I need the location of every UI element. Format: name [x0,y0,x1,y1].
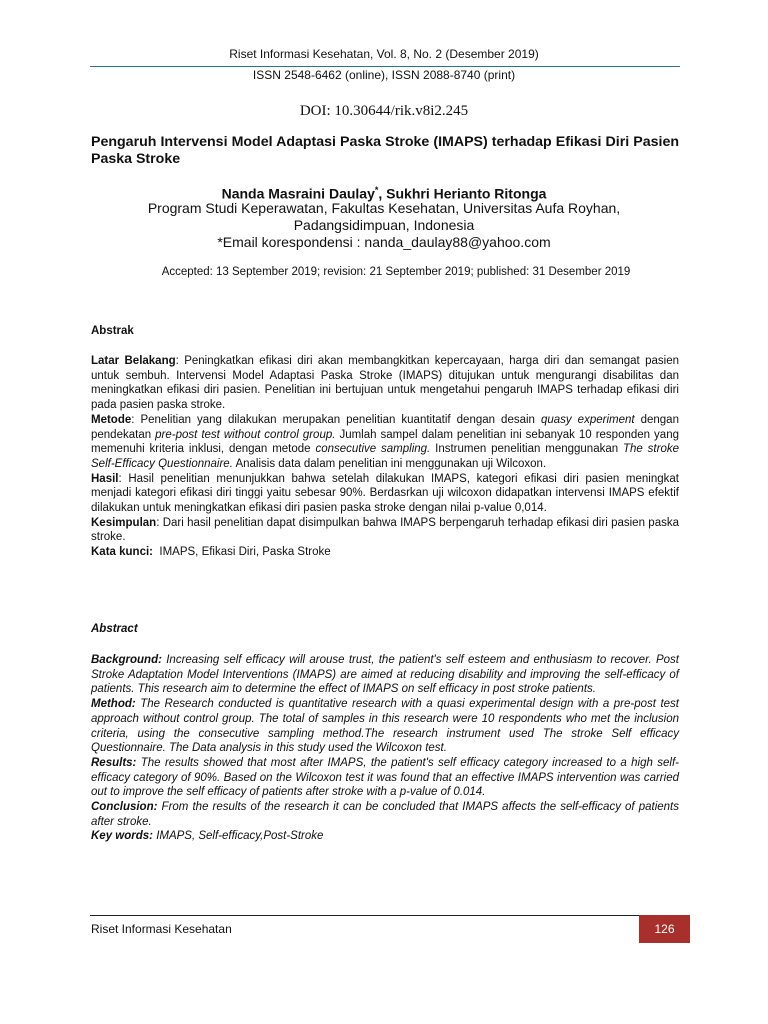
article-title: Pengaruh Intervensi Model Adaptasi Paska Stroke (IMAPS) terhadap Efikasi Diri Pasien Paska Stroke [91,134,679,167]
metode-text-5: Analisis data dalam penelitian ini menggunakan uji Wilcoxon. [232,457,547,470]
journal-citation: Riset Informasi Kesehatan, Vol. 8, No. 2 (Desember 2019) [229,47,539,61]
abstract-heading: Abstract [91,623,138,635]
conclusion-text: From the results of the research it can be concluded that IMAPS affects the self-efficacy of patients after stroke. [91,801,679,828]
abstrak-body [91,354,679,560]
kata-kunci-text: IMAPS, Efikasi Diri, Paska Stroke [153,546,331,559]
metode-term-design: quasy experiment [540,413,635,426]
abstrak-kata-kunci [91,545,679,560]
results-text: The results showed that most after IMAPS, the patient's self efficacy category increased to a high self-efficacy category of 90%. Based on the Wilcoxon test it was found that an effective IMAPS intervention was carried out to improve the self efficacy of patients after stroke with a p-value of 0.014. [91,756,679,799]
conclusion-label: Conclusion: [91,801,158,814]
keywords-label: Key words: [91,830,153,843]
latar-text: : Peningkatkan efikasi diri akan membangkitkan kepercayaan, harga diri dan semangat pasien untuk sembuh. Intervensi Model Adaptasi Paska Stroke (IMAPS) ditujukan untuk mengurangi disabilitas dan meningkatkan efikasi diri pasien. Penelitian ini bertujuan untuk mengetahui pengaruh IMAPS terhadap efikasi diri pada pasien paska stroke. [91,355,679,412]
abstrak-latar-belakang [91,354,679,413]
footer-journal-name: Riset Informasi Kesehatan [91,922,232,936]
abstrak-kesimpulan [91,516,679,545]
results-label: Results: [91,756,137,769]
metode-term-instrument: The stroke Self-Efficacy Questionnaire. [91,443,680,470]
page-number: 126 [639,915,690,943]
kesimpulan-label: Kesimpulan [91,516,157,529]
publication-dates: Accepted: 13 September 2019; revision: 21 September 2019; published: 31 Desember 2019 [161,266,631,278]
author-1: Nanda Masraini Daulay [221,185,375,202]
header-rule [90,66,680,67]
latar-label: Latar Belakang [91,355,176,367]
hasil-text: : Hasil penelitian menunjukkan bahwa setelah dilakukan IMAPS, kategori efikasi diri pasien meningkat menjadi kategori efikasi diri tinggi yaitu sebesar 90%. Berdasrkan uji wilcoxon didapatkan intervensi IMAPS efektif dilakukan untuk meningkatkan efikasi diri pasien paska stroke dengan nilai p-value 0,014. [91,472,679,515]
background-label: Background: [91,654,162,666]
issn-line: ISSN 2548-6462 (online), ISSN 2088-8740 (print) [252,68,516,82]
doi: DOI: 10.30644/rik.v8i2.245 [299,103,469,119]
affiliation-line-1: Program Studi Keperawatan, Fakultas Kesehatan, Universitas Aufa Royhan, [147,200,621,216]
metode-label: Metode [91,413,132,426]
method-text: The Research conducted is quantitative research with a quasi experimental design with a pre-post test approach without control group. The total of samples in this research were 10 respondents who met the inclusion criteria, using the consecutive sampling method.The research instrument used The stroke Self efficacy Questionnaire. The Data analysis in this study used the Wilcoxon test. [91,698,679,755]
kesimpulan-text: : Dari hasil penelitian dapat disimpulkan bahwa IMAPS berpengaruh terhadap efikasi diri pasien paska stroke. [91,516,679,544]
abstract-conclusion [91,800,679,829]
affiliation-line-2: Padangsidimpuan, Indonesia [293,217,475,233]
metode-term-sampling: consecutive sampling. [315,443,431,456]
method-label: Method: [91,698,136,711]
hasil-label: Hasil [91,472,119,485]
abstract-keywords [91,829,679,844]
abstract-results [91,756,679,800]
kata-kunci-label: Kata kunci: [91,546,153,559]
abstract-body [91,653,679,844]
correspondence-email: *Email korespondensi : nanda_daulay88@yahoo.com [217,234,551,250]
keywords-text: IMAPS, Self-efficacy,Post-Stroke [153,830,324,843]
footer-rule [90,915,690,916]
metode-text-2: dengan pendekatan [91,413,679,441]
metode-text-4: Instrumen penelitian menggunakan [430,443,623,456]
abstrak-heading: Abstrak [91,325,134,337]
metode-text-1: : Penelitian yang dilakukan merupakan penelitian kuantitatif dengan desain [131,413,541,426]
metode-term-approach: pre-post test without control group. [155,428,336,441]
abstrak-hasil [91,472,679,516]
author-2: , Sukhri Herianto Ritonga [378,185,547,202]
abstract-method [91,697,679,756]
background-text: Increasing self efficacy will arouse trust, the patient's self esteem and enthusiasm to recover. Post Stroke Adaptation Model Interventions (IMAPS) are aimed at reducing disability and improving the self-efficacy of patients. This research aim to determine the effect of IMAPS on self efficacy in post stroke patients. [91,654,679,696]
corresponding-mark: * [374,185,379,195]
abstract-background [91,653,679,697]
abstrak-metode [91,413,679,472]
metode-text-3: Jumlah sampel dalam penelitian ini sebanyak 10 responden yang memenuhi kriteria inklusi, dengan metode [91,428,679,456]
